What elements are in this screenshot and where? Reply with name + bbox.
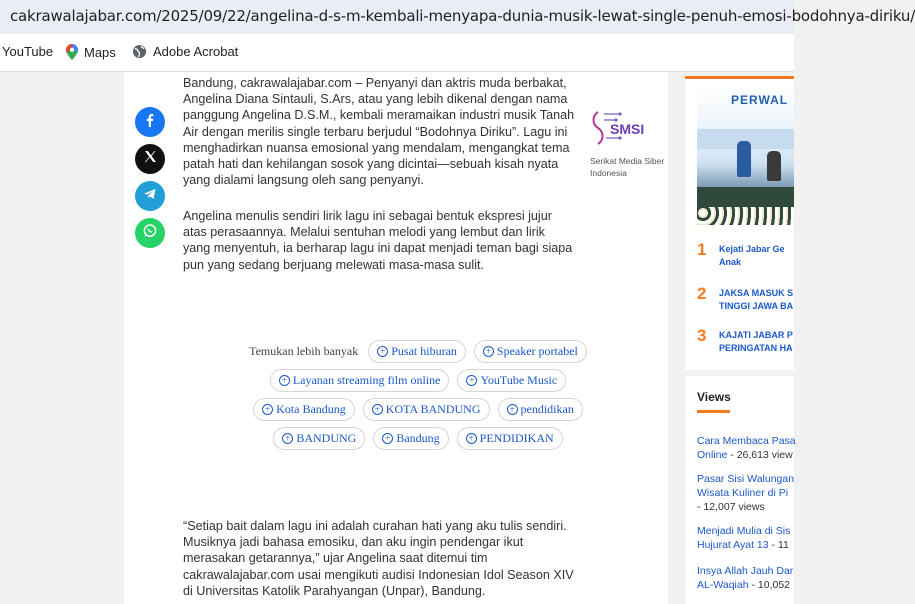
tag-row [198, 340, 638, 363]
views-post-link[interactable] [697, 564, 793, 592]
views-post-line [697, 434, 796, 448]
views-count: - 26,613 view [727, 449, 793, 461]
banner-flowers [697, 207, 794, 225]
plus-circle-icon: + [377, 346, 388, 357]
svg-text:SMSI: SMSI [610, 121, 645, 137]
popular-posts-widget [685, 76, 794, 370]
bookmark-adobe-acrobat[interactable] [132, 44, 238, 59]
views-title-underline [697, 410, 730, 413]
tag-row [198, 427, 638, 450]
facebook-icon [143, 113, 157, 132]
tag-chip[interactable] [498, 398, 583, 421]
tag-label: YouTube Music [480, 373, 558, 387]
ranked-post-line: Anak [719, 257, 742, 267]
telegram-share-button[interactable] [135, 181, 165, 211]
ranked-post-line: PERINGATAN HA [719, 343, 793, 353]
views-post-title: Hujurat Ayat 13 [697, 539, 769, 551]
plus-circle-icon: + [282, 433, 293, 444]
plus-circle-icon: + [382, 433, 393, 444]
tag-chip[interactable] [253, 398, 355, 421]
related-tags [198, 340, 638, 456]
ranked-post-line: Kejati Jabar Ge [719, 244, 785, 254]
tag-label: Bandung [396, 431, 440, 445]
plus-circle-icon: + [507, 404, 518, 415]
rank-number: 2 [697, 284, 707, 303]
maps-pin-icon [66, 44, 78, 60]
views-count: - 11 [768, 539, 789, 551]
tag-label: pendidikan [520, 402, 574, 416]
tag-chip[interactable] [457, 369, 566, 392]
plus-circle-icon: + [372, 404, 383, 415]
tags-lead-label: Temukan lebih banyak [249, 344, 359, 358]
ranked-post-line: TINGGI JAWA BA [719, 301, 794, 311]
bookmark-label: Maps [84, 44, 116, 60]
tag-chip[interactable] [474, 340, 587, 363]
tag-label: Layanan streaming film online [292, 373, 441, 387]
views-post-line [697, 524, 790, 538]
smsi-caption: Serikat Media Siber Indonesia [590, 156, 665, 178]
views-post-title: Wisata Kuliner di Pi [697, 487, 789, 499]
views-widget [685, 376, 794, 604]
views-count: - 12,007 views [697, 501, 765, 513]
sidebar-banner-image[interactable] [697, 89, 794, 225]
views-post-title: Insya Allah Jauh Dar [697, 565, 794, 577]
banner-person [767, 151, 781, 181]
ranked-post-link[interactable] [719, 243, 785, 269]
tag-label: Pusat hiburan [391, 344, 457, 358]
bookmark-maps[interactable] [66, 44, 116, 60]
ranked-post-line: KAJATI JABAR P [719, 330, 793, 340]
ranked-post-line: JAKSA MASUK S [719, 288, 794, 298]
web-page [0, 72, 794, 604]
plus-circle-icon: + [466, 375, 477, 386]
bookmarks-bar [0, 34, 794, 72]
article-body [124, 72, 668, 604]
bookmark-label: YouTube [2, 44, 54, 59]
facebook-share-button[interactable] [135, 107, 165, 137]
bookmark-label: Adobe Acrobat [153, 44, 239, 59]
views-count: - 10,052 [748, 579, 791, 591]
views-post-title: Cara Membaca Pasa [697, 435, 796, 447]
x-share-button[interactable] [135, 144, 165, 174]
tag-row [198, 369, 638, 392]
url-text[interactable]: cakrawalajabar.com/2025/09/22/angelina-d-s-m-kembali-menyapa-dunia-musik-lewat-single-penuh-emosi-bodohnya-diriku/ [10, 7, 915, 25]
smsi-badge[interactable] [590, 108, 668, 179]
article-paragraph: “Setiap bait dalam lagu ini adalah curahan hati yang aku tulis sendiri. Musiknya jadi bahasa emosiku, dan aku ingin pendengar ikut merasakan getarannya,” ujar Angelina saat ditemui tim cakrawalajabar.com usai mengikuti audisi Indonesian Idol Season XIV di Universitas Katolik Parahyangan (Unpar), Bandung. [183, 519, 574, 598]
views-post-title: Online [697, 449, 728, 461]
tag-label: BANDUNG [296, 431, 357, 445]
whatsapp-icon [142, 223, 158, 244]
tag-chip[interactable] [363, 398, 490, 421]
tag-row [198, 398, 638, 421]
tag-chip[interactable] [368, 340, 466, 363]
tag-chip[interactable] [373, 427, 448, 450]
whatsapp-share-button[interactable] [135, 218, 165, 248]
tag-label: KOTA BANDUNG [385, 402, 481, 416]
smsi-logo [590, 108, 654, 146]
plus-circle-icon: + [483, 346, 494, 357]
telegram-icon [143, 187, 157, 206]
tag-label: PENDIDIKAN [479, 431, 554, 445]
article-paragraph: Bandung, cakrawalajabar.com – Penyanyi dan aktris muda berbakat, Angelina Diana Sintauli, S.Ars, atau yang lebih dikenal dengan nama panggung Angelina D.S.M., kembali meramaikan industri musik Tanah Air dengan merilis single terbaru berjudul “Bodohnya Diriku”. Lagu ini menghadirkan nuansa emosional yang mendalam, mengangkat tema patah hati dan kehilangan sosok yang dicintai—sebuah kisah nyata yang dialami langsung oleh sang penyanyi. [183, 76, 575, 188]
views-title: Views [697, 390, 731, 404]
views-post-link[interactable] [697, 524, 790, 552]
banner-title: PERWAL [731, 93, 789, 107]
views-post-line [697, 538, 790, 552]
tag-chip[interactable] [457, 427, 563, 450]
x-icon [144, 150, 157, 168]
views-post-title: Pasar Sisi Walungan [697, 473, 795, 485]
views-post-title: Menjadi Mulia di Sis [697, 525, 791, 537]
tag-chip[interactable] [273, 427, 365, 450]
plus-circle-icon: + [466, 433, 477, 444]
banner-person [737, 141, 751, 177]
ranked-post-link[interactable] [719, 287, 793, 313]
views-post-link[interactable] [697, 472, 794, 514]
ranked-post-link[interactable] [719, 329, 793, 355]
views-post-line [697, 564, 793, 578]
plus-circle-icon: + [279, 375, 290, 386]
views-post-title: AL-Waqiah [697, 579, 749, 591]
address-bar[interactable] [0, 0, 915, 34]
bookmark-youtube[interactable] [2, 44, 53, 59]
views-post-line [697, 486, 794, 500]
tag-label: Speaker portabel [496, 344, 578, 358]
rank-number: 3 [697, 326, 707, 345]
article-paragraph: Angelina menulis sendiri lirik lagu ini sebagai bentuk ekspresi jujur atas perasaannya. Melalui sentuhan melodi yang lembut dan lirik yang menyentuh, ia berharap lagu ini dapat menjadi teman bagi siapa pun yang sedang berjuang melewati masa-masa sulit. [183, 209, 573, 272]
views-post-line [697, 578, 793, 592]
views-post-line [697, 448, 796, 462]
plus-circle-icon: + [262, 404, 273, 415]
views-post-link[interactable] [697, 434, 796, 462]
tag-chip[interactable] [270, 369, 450, 392]
rank-number: 1 [697, 240, 707, 259]
tag-label: Kota Bandung [276, 402, 346, 416]
views-post-line [697, 472, 794, 486]
globe-icon [132, 44, 147, 59]
